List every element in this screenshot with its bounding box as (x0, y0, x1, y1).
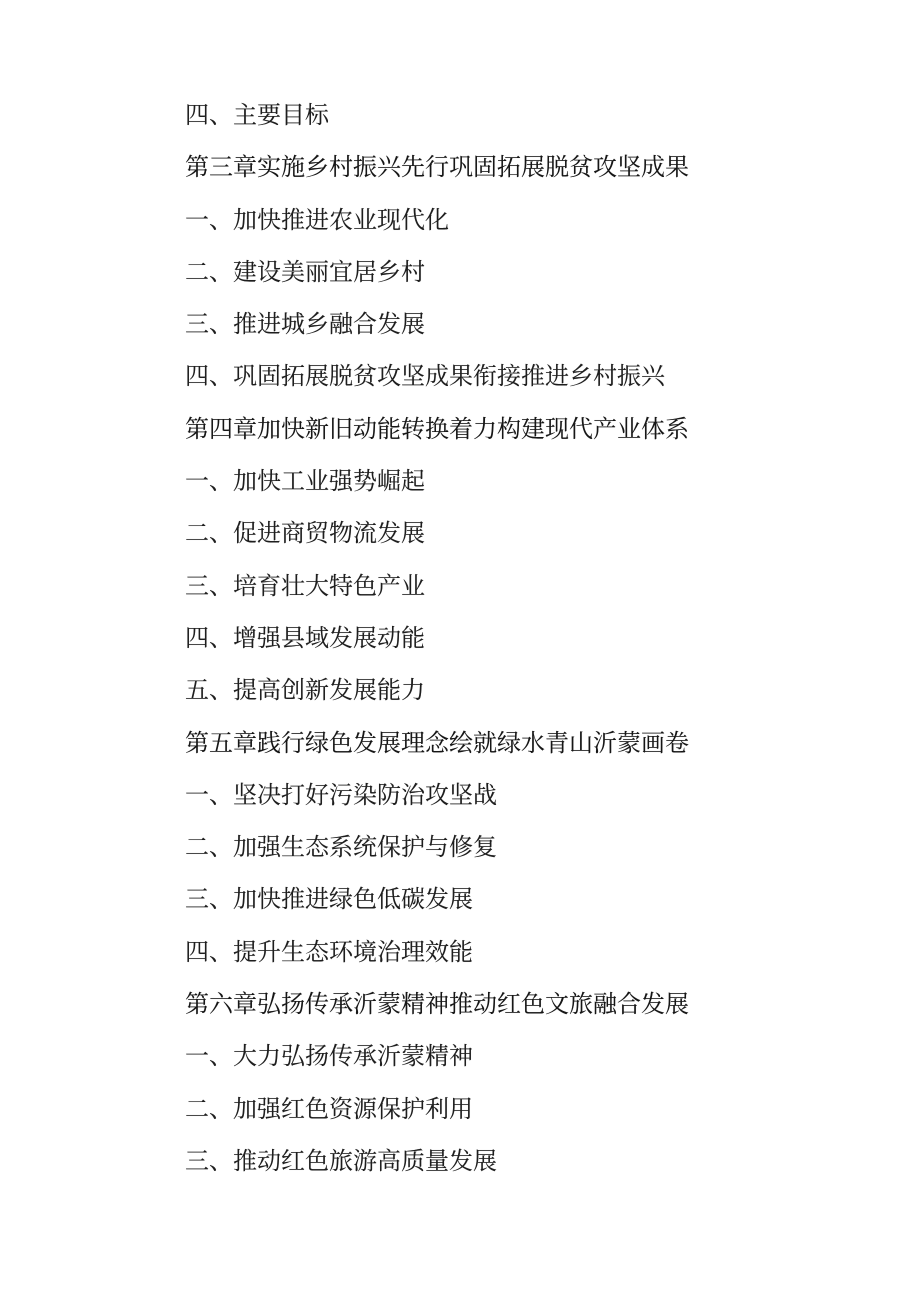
toc-item-line: 二、促进商贸物流发展 (185, 521, 425, 548)
toc-item-line: 四、主要目标 (185, 103, 329, 129)
toc-item-line: 三、推动红色旅游高质量发展 (185, 1148, 497, 1175)
toc-chapter-line: 第四章加快新旧动能转换着力构建现代产业体系 (185, 416, 689, 443)
toc-item-line: 四、提升生态环境治理效能 (185, 939, 473, 966)
toc-item-line: 五、提高创新发展能力 (185, 678, 425, 705)
toc-item-line: 一、加快推进农业现代化 (185, 207, 449, 234)
toc-item-line: 三、加快推进绿色低碳发展 (185, 887, 473, 914)
toc-chapter-line: 第五章践行绿色发展理念绘就绿水青山沂蒙画卷 (185, 730, 689, 757)
toc-item-line: 一、加快工业强势崛起 (185, 469, 425, 496)
toc-item-line: 三、推进城乡融合发展 (185, 312, 425, 339)
toc-item-line: 一、大力弘扬传承沂蒙精神 (185, 1044, 473, 1071)
toc-item-line: 一、坚决打好污染防治攻坚战 (185, 782, 497, 809)
toc-item-line: 四、巩固拓展脱贫攻坚成果衔接推进乡村振兴 (185, 364, 665, 391)
toc-item-line: 二、加强生态系统保护与修复 (185, 835, 497, 862)
toc-item-line: 二、加强红色资源保护利用 (185, 1096, 473, 1123)
table-of-contents (185, 90, 745, 1188)
toc-item-line: 三、培育壮大特色产业 (185, 573, 425, 600)
toc-item-line: 二、建设美丽宜居乡村 (185, 259, 425, 286)
toc-chapter-line: 第三章实施乡村振兴先行巩固拓展脱贫攻坚成果 (185, 155, 689, 182)
toc-chapter-line: 第六章弘扬传承沂蒙精神推动红色文旅融合发展 (185, 992, 689, 1019)
toc-item-line: 四、增强县域发展动能 (185, 625, 425, 652)
